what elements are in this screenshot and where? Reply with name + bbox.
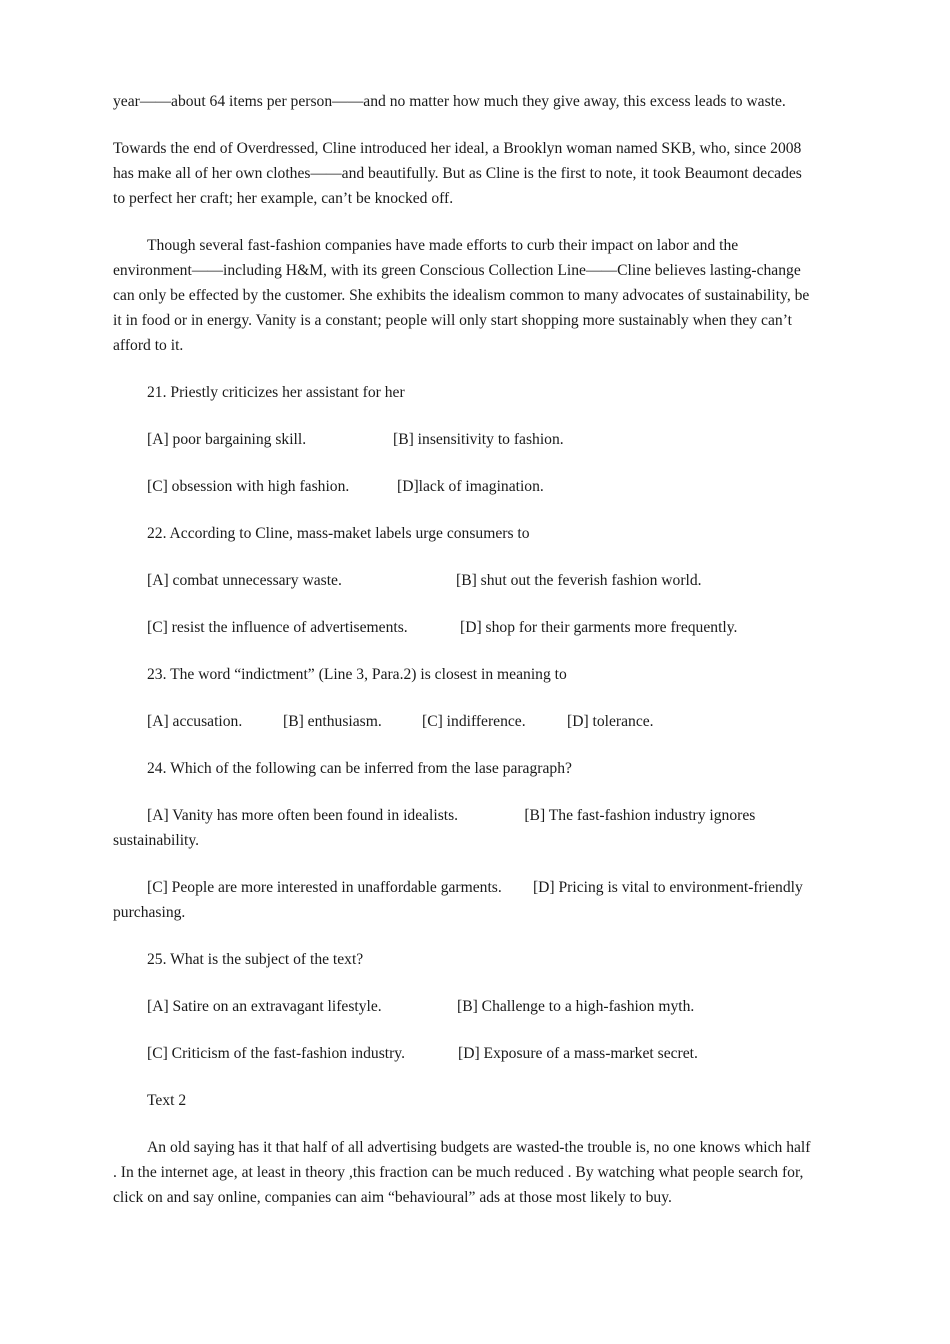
document-page	[113, 89, 813, 1232]
question-24-options-ab: [A] Vanity has more often been found in idealists. [B] The fast-fashion industry ignores sustainability.	[113, 807, 760, 849]
question-22-options-ab	[147, 568, 813, 593]
question-23-options	[147, 709, 813, 734]
option-25d: [D] Exposure of a mass-market secret.	[458, 1045, 698, 1062]
option-22a: [A] combat unnecessary waste.	[147, 572, 342, 589]
option-25b: [B] Challenge to a high-fashion myth.	[457, 998, 695, 1015]
paragraph-fast-fashion: Though several fast-fashion companies have made efforts to curb their impact on labor and the environment——including H&M, with its green Conscious Collection Line——Cline believes lasting-change can only be effected by the customer. She exhibits the idealism common to many advocates of sustainability, be it in food or in energy. Vanity is a constant; people will only start shopping more sustainably when they can’t afford to it.	[113, 237, 810, 354]
paragraph-continuation: year——about 64 items per person——and no matter how much they give away, this excess leads to waste.	[113, 93, 786, 110]
option-21b: [B] insensitivity to fashion.	[393, 431, 564, 448]
question-25-options-cd	[147, 1041, 813, 1066]
paragraph-overdressed: Towards the end of Overdressed, Cline introduced her ideal, a Brooklyn woman named SKB, who, since 2008 has make all of her own clothes——and beautifully. But as Cline is the first to note, it took Beaumont decades to perfect her craft; her example, can’t be knocked off.	[113, 140, 802, 207]
option-23c: [C] indifference.	[422, 713, 526, 730]
question-24-options-cd: [C] People are more interested in unaffordable garments. [D] Pricing is vital to environment-friendly purchasing.	[113, 879, 807, 921]
question-25-stem: 25. What is the subject of the text?	[147, 951, 364, 968]
option-21d: [D]lack of imagination.	[397, 478, 544, 495]
question-22-stem: 22. According to Cline, mass-maket labels urge consumers to	[147, 525, 530, 542]
question-22-options-cd	[147, 615, 813, 640]
option-23b: [B] enthusiasm.	[283, 713, 382, 730]
question-21-options-cd	[147, 474, 813, 499]
option-21a: [A] poor bargaining skill.	[147, 431, 307, 448]
question-21-stem: 21. Priestly criticizes her assistant for her	[147, 384, 405, 401]
text-2-paragraph: An old saying has it that half of all advertising budgets are wasted-the trouble is, no one knows which half . In the internet age, at least in theory ,this fraction can be much reduced . By watching what people search for, click on and say online, companies can aim “behavioural” ads at those most likely to buy.	[113, 1139, 811, 1206]
question-23-stem: 23. The word “indictment” (Line 3, Para.2) is closest in meaning to	[147, 666, 567, 683]
option-25a: [A] Satire on an extravagant lifestyle.	[147, 998, 382, 1015]
option-22d: [D] shop for their garments more frequently.	[460, 619, 738, 636]
option-25c: [C] Criticism of the fast-fashion industry.	[147, 1045, 405, 1062]
option-22b: [B] shut out the feverish fashion world.	[456, 572, 702, 589]
option-23d: [D] tolerance.	[567, 713, 654, 730]
text-2-heading: Text 2	[147, 1092, 187, 1109]
question-25-options-ab	[147, 994, 813, 1019]
question-24-stem: 24. Which of the following can be inferred from the lase paragraph?	[147, 760, 572, 777]
option-23a: [A] accusation.	[147, 713, 243, 730]
option-22c: [C] resist the influence of advertisements.	[147, 619, 408, 636]
option-21c: [C] obsession with high fashion.	[147, 478, 350, 495]
question-21-options-ab	[147, 427, 813, 452]
